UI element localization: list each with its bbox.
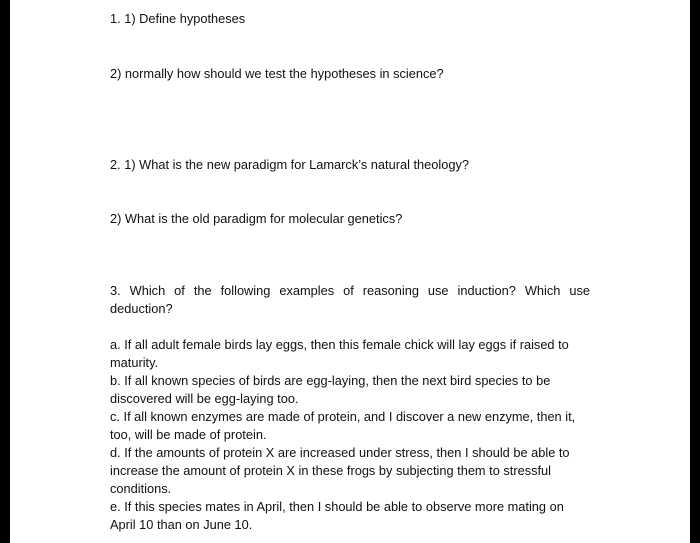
option-a-line-2: maturity. <box>110 355 159 370</box>
left-black-border <box>0 0 10 543</box>
option-d-line-2: increase the amount of protein X in these frogs by subjecting them to stressful <box>110 463 552 478</box>
option-d-line-1: d. If the amounts of protein X are increased under stress, then I should be able to <box>110 445 570 460</box>
option-a-line-1: a. If all adult female birds lay eggs, then this female chick will lay eggs if raised to <box>110 337 569 352</box>
option-d-line-3: conditions. <box>110 481 172 496</box>
question-3-prompt-line-2: deduction? <box>110 301 173 316</box>
option-b-line-1: b. If all known species of birds are egg-laying, then the next bird species to be <box>110 373 551 388</box>
option-c-line-1: c. If all known enzymes are made of protein, and I discover a new enzyme, then it, <box>110 409 576 424</box>
question-1-part-2: 2) normally how should we test the hypotheses in science? <box>110 66 444 81</box>
option-c-line-2: too, will be made of protein. <box>110 427 267 442</box>
question-1-part-1: 1. 1) Define hypotheses <box>110 11 246 26</box>
right-black-border <box>690 0 700 543</box>
question-3-options <box>110 336 590 534</box>
document-page <box>10 0 690 543</box>
option-b-line-2: discovered will be egg-laying too. <box>110 391 299 406</box>
option-e-line-2: April 10 than on June 10. <box>110 517 253 532</box>
option-e-line-1: e. If this species mates in April, then I should be able to observe more mating on <box>110 499 564 514</box>
question-2-part-1: 2. 1) What is the new paradigm for Lamarck’s natural theology? <box>110 157 469 172</box>
question-2-part-2: 2) What is the old paradigm for molecular genetics? <box>110 211 403 226</box>
question-3-prompt-line-1: 3. Which of the following examples of reasoning use induction? Which use <box>110 283 590 298</box>
